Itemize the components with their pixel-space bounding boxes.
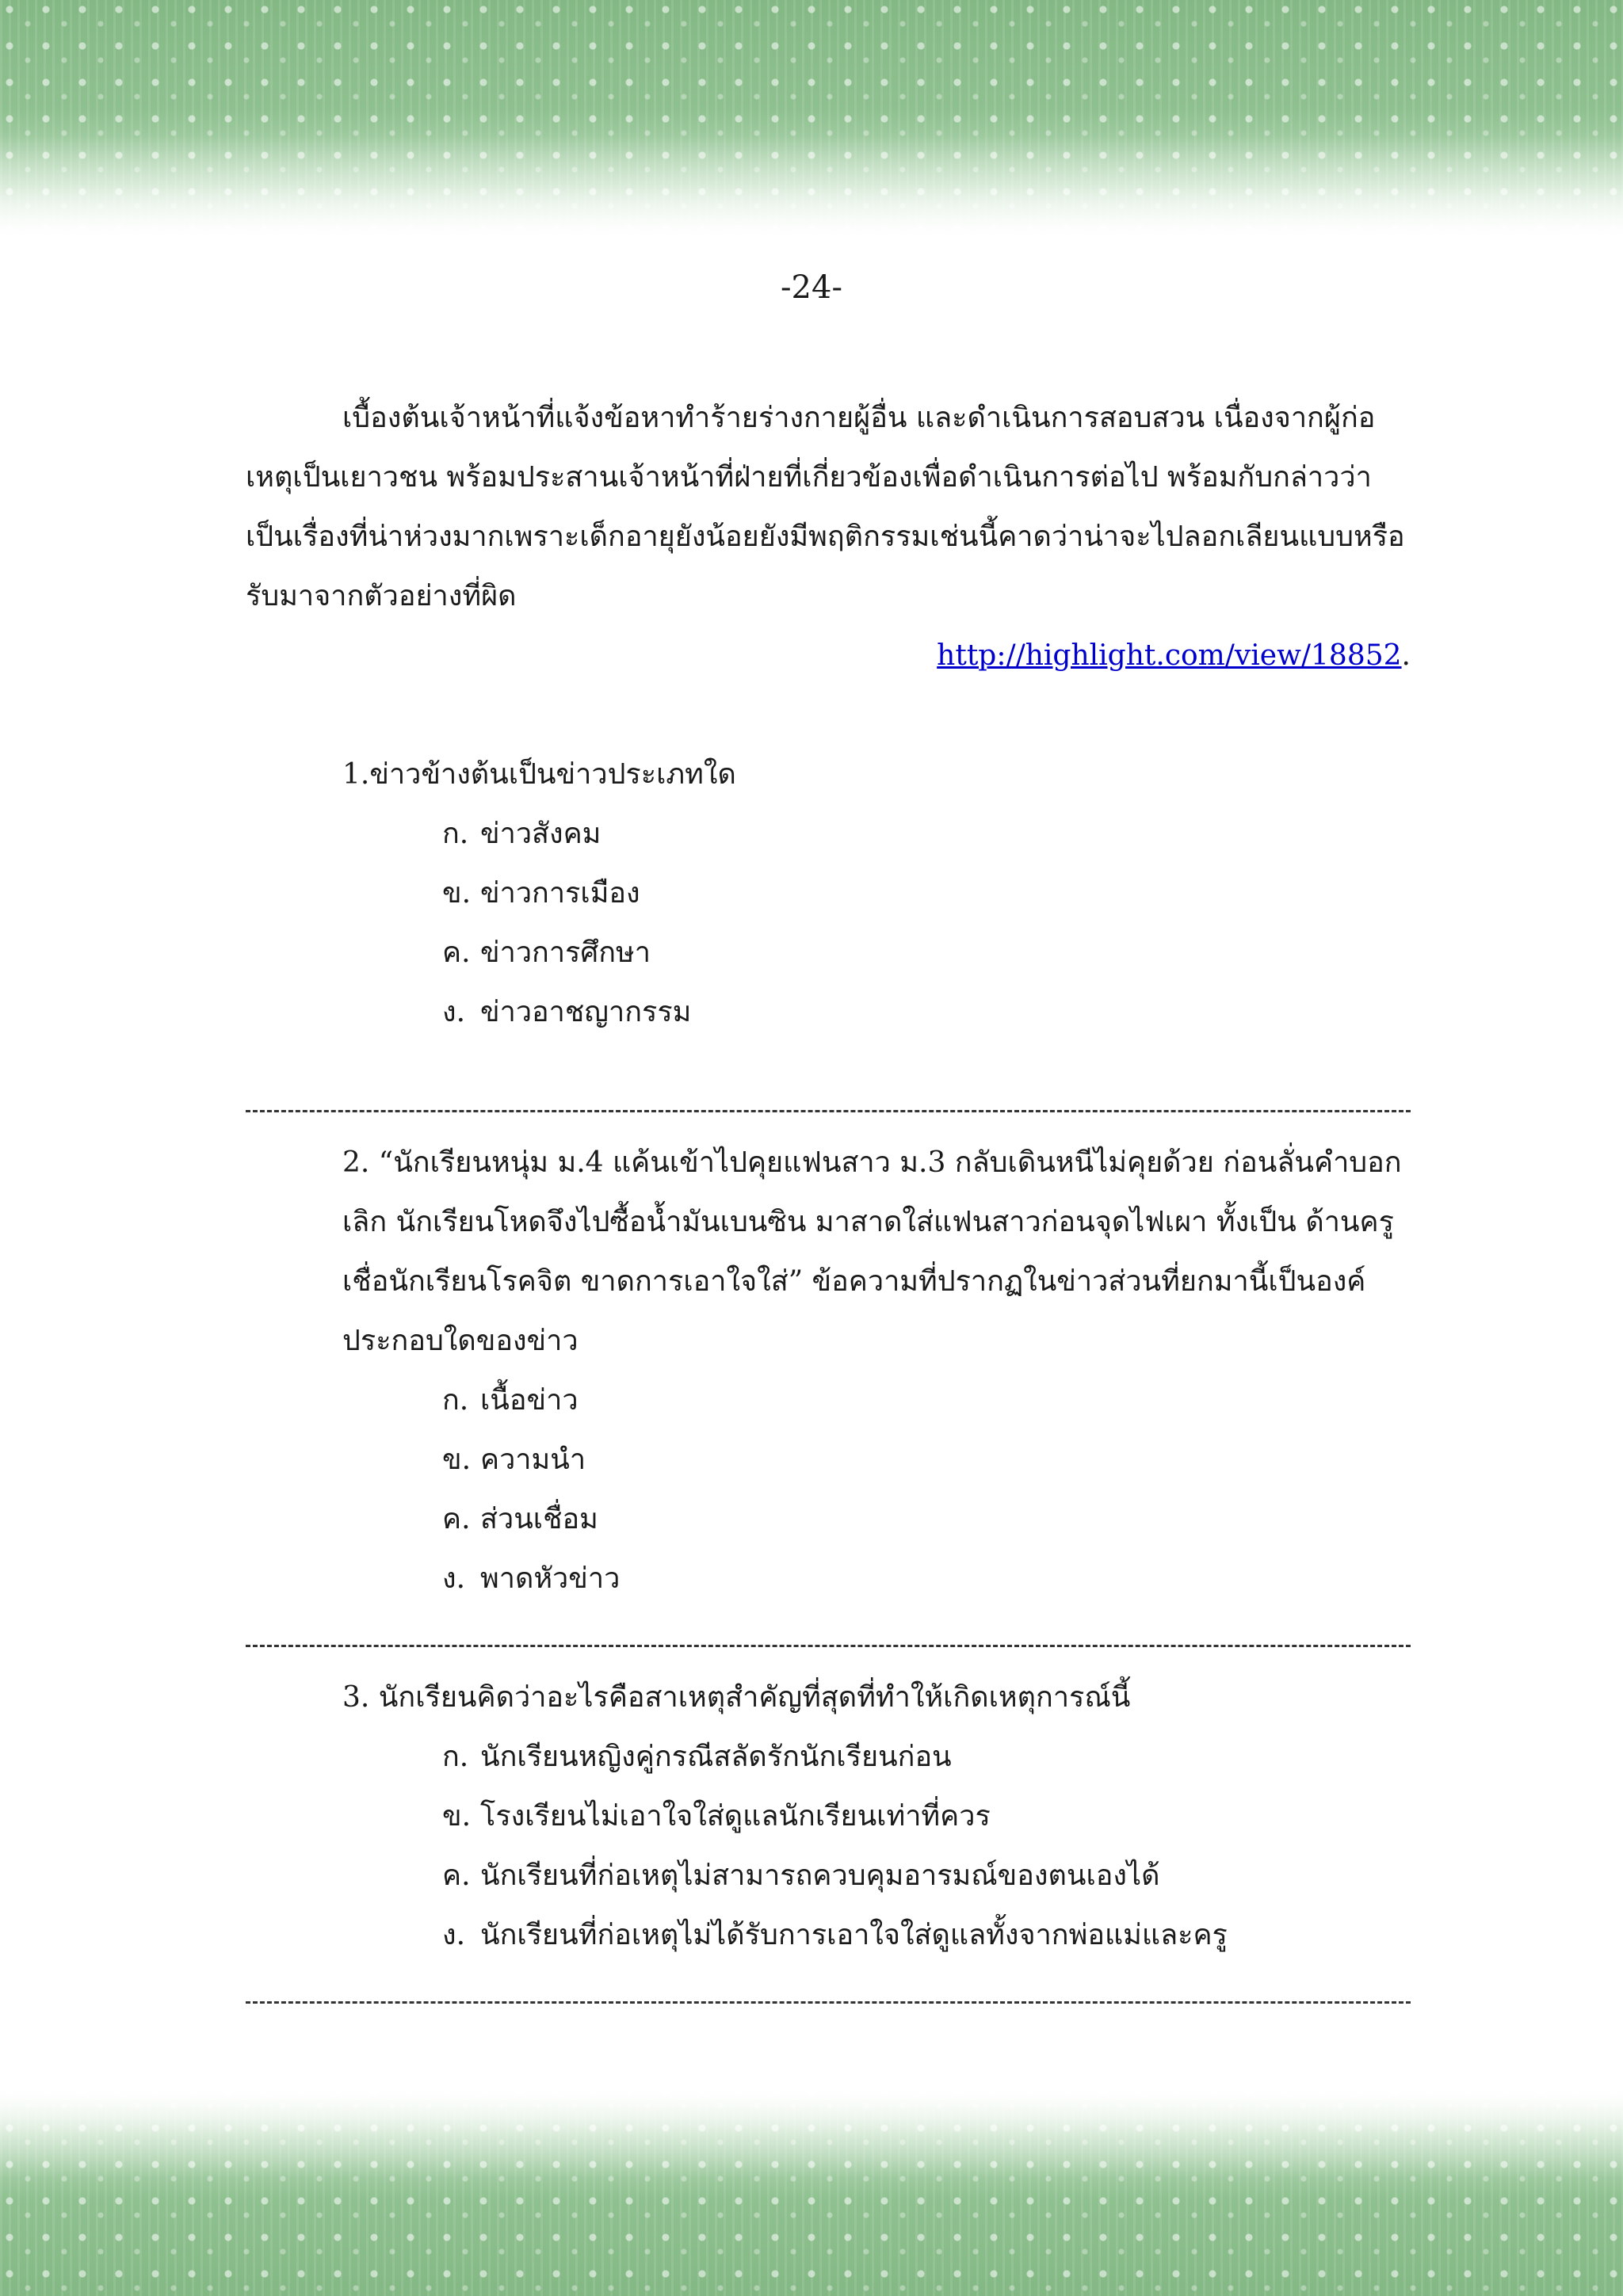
- question-3-option-d[interactable]: [442, 1905, 1411, 1965]
- option-letter: ง.: [442, 996, 466, 1028]
- page-content: [246, 388, 1411, 2024]
- page-number: -24-: [781, 269, 842, 306]
- question-divider: [246, 1965, 1411, 2024]
- spacer: [246, 1042, 1411, 1074]
- question-divider: [246, 1074, 1411, 1133]
- option-letter: ค.: [442, 1859, 471, 1892]
- option-text: นักเรียนหญิงคู่กรณีสลัดรักนักเรียนก่อน: [480, 1741, 952, 1773]
- option-text: ข่าวอาชญากรรม: [480, 996, 692, 1028]
- source-line: [246, 626, 1411, 685]
- option-letter: ก.: [442, 1741, 469, 1773]
- question-3-options: [246, 1727, 1411, 1965]
- option-letter: ข.: [442, 877, 472, 910]
- option-letter: ง.: [442, 1562, 466, 1595]
- option-text: ข่าวการเมือง: [480, 877, 640, 910]
- option-text: นักเรียนที่ก่อเหตุไม่สามารถควบคุมอารมณ์ของตนเองได้: [480, 1859, 1160, 1892]
- option-text: นักเรียนที่ก่อเหตุไม่ได้รับการเอาใจใส่ดูแลทั้งจากพ่อแม่และครู: [480, 1919, 1228, 1951]
- question-1-option-a[interactable]: [442, 804, 1411, 864]
- question-2-option-c[interactable]: [442, 1489, 1411, 1549]
- option-letter: ค.: [442, 1503, 471, 1535]
- question-1-option-d[interactable]: [442, 982, 1411, 1042]
- question-1-option-b[interactable]: [442, 864, 1411, 923]
- question-3-option-b[interactable]: [442, 1787, 1411, 1846]
- question-2-options: [246, 1371, 1411, 1608]
- option-text: พาดหัวข่าว: [480, 1562, 621, 1595]
- option-text: โรงเรียนไม่เอาใจใส่ดูแลนักเรียนเท่าที่ควร: [480, 1800, 991, 1833]
- question-1-options: [246, 804, 1411, 1042]
- option-letter: ก.: [442, 818, 469, 850]
- article-paragraph: เบื้องต้นเจ้าหน้าที่แจ้งข้อหาทำร้ายร่างกายผู้อื่น และดำเนินการสอบสวน เนื่องจากผู้ก่อเหตุเป็นเยาวชน พร้อมประสานเจ้าหน้าที่ฝ่ายที่เกี่ยวข้องเพื่อดำเนินการต่อไป พร้อมกับกล่าวว่าเป็นเรื่องที่น่าห่วงมากเพราะเด็กอายุยังน้อยยังมีพฤติกรรมเช่นนี้คาดว่าน่าจะไปลอกเลียนแบบหรือรับมาจากตัวอย่างที่ผิด: [246, 402, 1405, 612]
- option-letter: ข.: [442, 1444, 472, 1476]
- option-letter: ง.: [442, 1919, 466, 1951]
- decorative-header-band: [0, 0, 1623, 246]
- question-2-option-b[interactable]: [442, 1430, 1411, 1489]
- option-text: ข่าวสังคม: [480, 818, 601, 850]
- question-2-option-d[interactable]: [442, 1549, 1411, 1608]
- question-2-text: 2. “นักเรียนหนุ่ม ม.4 แค้นเข้าไปคุยแฟนสาว ม.3 กลับเดินหนีไม่คุยด้วย ก่อนลั่นคำบอกเลิก นักเรียนโหดจึงไปซื้อน้ำมันเบนซิน มาสาดใส่แฟนสาวก่อนจุดไฟเผา ทั้งเป็น ด้านครูเชื่อนักเรียนโรคจิต ขาดการเอาใจใส่” ข้อความที่ปรากฏในข่าวส่วนที่ยกมานี้เป็นองค์ประกอบใดของข่าว: [342, 1146, 1402, 1357]
- question-2-option-a[interactable]: [442, 1371, 1411, 1430]
- question-3-option-c[interactable]: [442, 1846, 1411, 1905]
- question-3-option-a[interactable]: [442, 1727, 1411, 1787]
- question-1-option-c[interactable]: [442, 923, 1411, 982]
- option-text: ส่วนเชื่อม: [480, 1503, 598, 1535]
- option-letter: ค.: [442, 936, 471, 969]
- question-1-text: 1.ข่าวข้างต้นเป็นข่าวประเภทใด: [342, 758, 736, 791]
- source-link[interactable]: http://highlight.com/view/18852: [937, 639, 1402, 672]
- option-text: ข่าวการศึกษา: [480, 936, 651, 969]
- option-letter: ก.: [442, 1384, 469, 1417]
- option-text: ความนำ: [480, 1444, 586, 1476]
- spacer: [246, 685, 1411, 745]
- question-3-text: 3. นักเรียนคิดว่าอะไรคือสาเหตุสำคัญที่สุดที่ทำให้เกิดเหตุการณ์นี้: [342, 1681, 1131, 1714]
- question-divider: [246, 1608, 1411, 1668]
- decorative-footer-band: [0, 2082, 1623, 2296]
- option-text: เนื้อข่าว: [480, 1384, 579, 1417]
- option-letter: ข.: [442, 1800, 472, 1833]
- source-trailing-period: .: [1401, 639, 1411, 672]
